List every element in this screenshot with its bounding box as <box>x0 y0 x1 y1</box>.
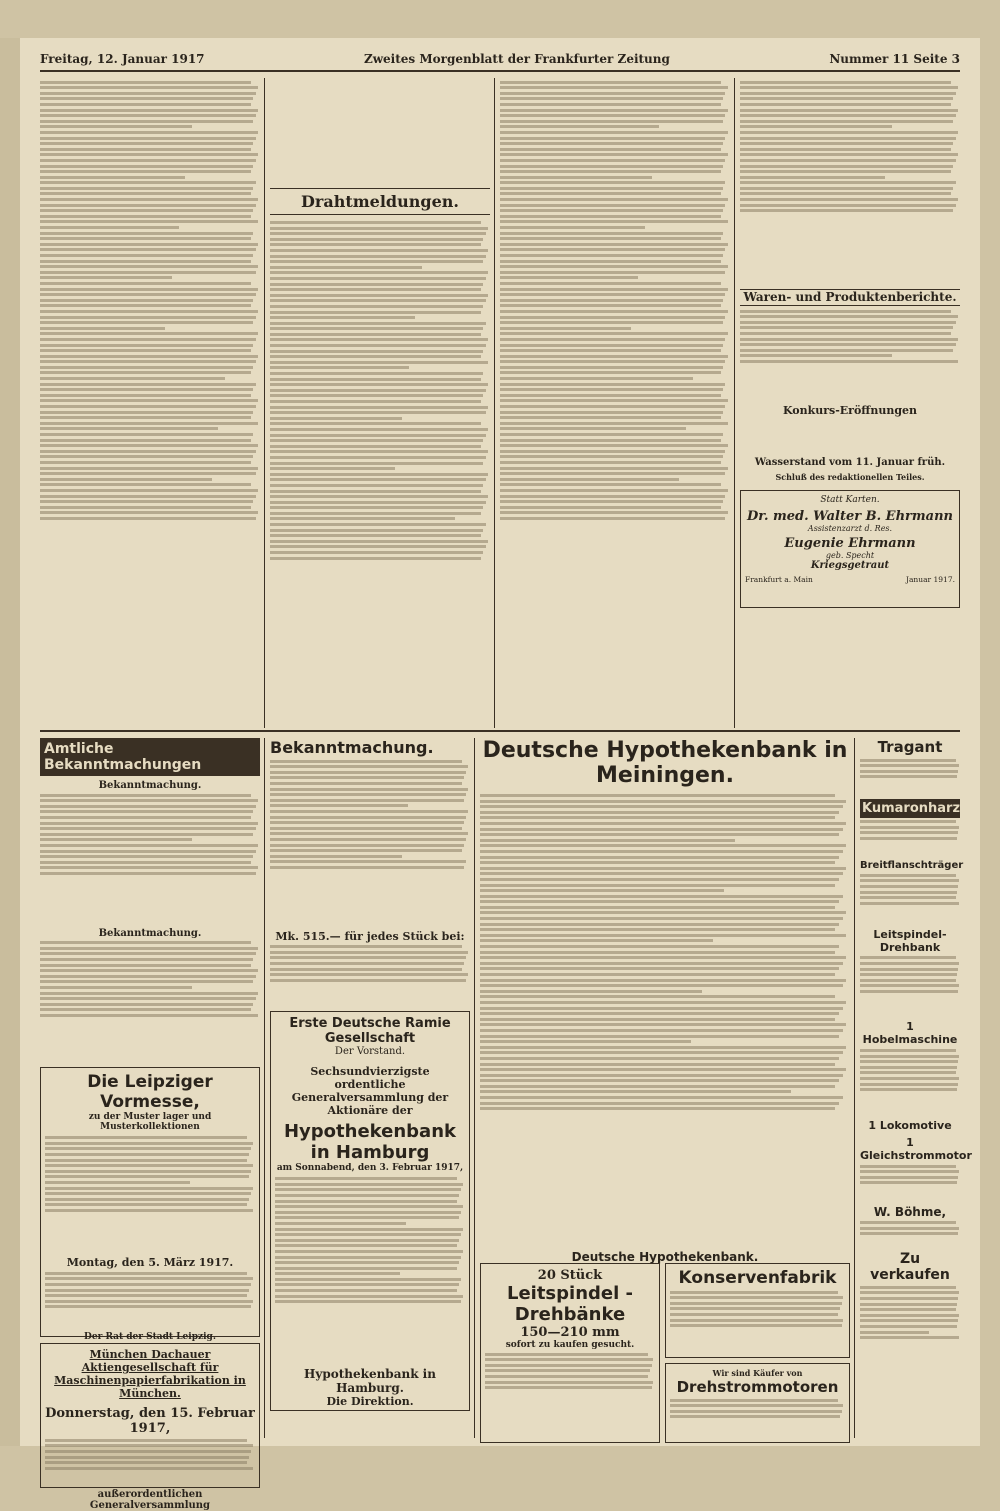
issue-date: Freitag, 12. Januar 1917 <box>40 52 205 66</box>
ad-date: Januar 1917. <box>905 574 955 584</box>
notice-title: Bekanntmachung. <box>98 780 202 791</box>
ad-text <box>860 820 960 860</box>
ad-title: München Dachauer Aktiengesellschaft für Maschinenpapierfabrikation in München. <box>54 1348 246 1401</box>
section-heading-konkurs: Konkurs-Eröffnungen <box>782 403 918 417</box>
ad-text <box>45 1272 255 1332</box>
ad-size: 150—210 mm <box>520 1325 620 1340</box>
notice-title-2: Bekanntmachung. <box>98 927 202 939</box>
official-notices-heading: Amtliche Bekanntmachungen <box>40 738 260 776</box>
ad-deutsche-hypothekenbank <box>480 738 850 1264</box>
ad-count: 20 Stück <box>537 1268 603 1283</box>
meeting-title: Sechsundvierzigste ordentliche Generalversammlung der Aktionäre der <box>291 1065 449 1118</box>
ad-title: Leitspindel - Drehbänke <box>506 1283 634 1325</box>
ad-place: Frankfurt a. Main <box>745 574 813 584</box>
ad-text <box>860 759 960 799</box>
ad-text <box>860 1165 960 1205</box>
ad-tragant: Tragant <box>877 738 943 756</box>
notice-subhead: Mk. 515.— für jedes Stück bei: <box>275 929 465 943</box>
ad-title: Die Leipziger Vormesse, <box>87 1072 213 1113</box>
ad-text <box>670 1399 845 1439</box>
notice-text <box>40 794 260 924</box>
ad-title: Konservenfabrik <box>678 1268 837 1288</box>
ad-text <box>45 1439 255 1489</box>
groom-title: Assistenzarzt d. Res. <box>807 523 893 533</box>
ad-footer: Deutsche Hypothekenbank. <box>480 1250 850 1264</box>
section-heading-waren: Waren- und Produktenberichte. <box>740 289 960 306</box>
ad-date: Montag, den 5. März 1917. <box>66 1256 234 1270</box>
bride-name: Eugenie Ehrmann <box>784 535 916 551</box>
ad-leitspindel: Leitspindel-Drehbank <box>873 927 947 954</box>
column-3 <box>500 78 730 728</box>
column-bekanntmachung <box>270 738 470 1438</box>
bride-maiden-name: geb. Specht <box>825 550 875 560</box>
ad-direktion: Die Direktion. <box>326 1395 414 1409</box>
ad-boehme: W. Böhme, <box>873 1204 947 1219</box>
notice-text <box>270 945 470 1005</box>
ad-text <box>45 1136 255 1256</box>
article-text <box>740 81 960 281</box>
column-1 <box>40 78 260 728</box>
groom-name: Dr. med. Walter B. Ehrmann <box>747 508 953 524</box>
ad-kumaronharz: Kumaronharz <box>862 800 961 816</box>
ad-subtitle: zu der Muster lager und Musterkollektionen <box>88 1112 212 1133</box>
edition-title: Zweites Morgenblatt der Frankfurter Zeitung <box>363 52 670 66</box>
column-4 <box>740 78 960 728</box>
article-text <box>270 221 490 560</box>
editorial-close: Schluß des redaktionellen Teiles. <box>775 471 925 482</box>
ad-header: Statt Karten. <box>820 494 880 505</box>
meeting-date: am Sonnabend, den 3. Februar 1917, <box>276 1163 464 1174</box>
agenda-text <box>275 1177 465 1367</box>
ad-muenchen-dachauer <box>40 1343 260 1511</box>
classified-ads-column <box>860 738 972 1438</box>
ad-hobelmaschine: 1 Hobelmaschine <box>862 1020 958 1047</box>
ad-signer: Der Rat der Stadt Leipzig. <box>84 1331 216 1342</box>
section-heading-drahtmeldungen: Drahtmeldungen. <box>270 188 490 215</box>
ad-leitspindel-drehbaenke <box>480 1263 660 1443</box>
masthead <box>40 48 960 72</box>
ad-text <box>485 1353 655 1413</box>
ad-lokomotive: 1 Lokomotive <box>868 1118 952 1132</box>
ad-zuverkaufen: Zu verkaufen <box>870 1251 950 1284</box>
ad-hypothekenbank-hamburg <box>270 1011 470 1411</box>
announcement-ehrmann <box>740 490 960 608</box>
ad-signer: Hypothekenbank in Hamburg. <box>304 1367 436 1396</box>
ad-text <box>860 1286 960 1376</box>
ad-text <box>860 956 960 1016</box>
ad-text <box>670 1291 845 1351</box>
section-heading-wasserstand: Wasserstand vom 11. Januar früh. <box>754 456 946 468</box>
ad-date: Donnerstag, den 15. Februar 1917, <box>45 1406 255 1437</box>
notice-text <box>270 760 470 930</box>
draw-results-text <box>480 794 850 1264</box>
ad-title: Erste Deutsche Ramie Gesellschaft <box>289 1016 451 1047</box>
bank-name: Hypothekenbank in Hamburg <box>283 1121 456 1164</box>
article-text <box>40 81 260 520</box>
ad-subtitle: Der Vorstand. <box>334 1046 406 1058</box>
ad-subtitle: sofort zu kaufen gesucht. <box>505 1340 635 1350</box>
ad-breitflansch: Breitflanschträger <box>860 860 964 872</box>
issue-number: Nummer 11 Seite 3 <box>829 52 960 66</box>
page-edge <box>0 38 20 1446</box>
official-notices-column <box>40 738 260 1511</box>
ad-text <box>860 1221 960 1251</box>
ad-leipziger-vormesse <box>40 1067 260 1342</box>
notice-text <box>40 941 260 1061</box>
ad-text <box>860 1049 960 1119</box>
column-2 <box>270 78 490 728</box>
ad-title: Drehstrommotoren <box>676 1378 839 1396</box>
article-text <box>740 310 960 400</box>
ad-konservenfabrik <box>665 1263 850 1358</box>
notice-title: Bekanntmachung. <box>270 738 434 757</box>
article-text <box>500 81 730 520</box>
ad-meeting: außerordentlichen Generalversammlung <box>89 1488 211 1511</box>
newspaper-page <box>20 38 980 1511</box>
married-label: Kriegsgetraut <box>810 559 890 571</box>
ad-drehstrommotoren <box>665 1363 850 1443</box>
ad-gleichstrommotor: 1 Gleichstrommotor <box>860 1135 972 1162</box>
ad-header: Wir sind Käufer von <box>712 1368 803 1378</box>
ad-title: Deutsche Hypothekenbank in Meiningen. <box>482 738 848 788</box>
ad-text <box>860 874 960 924</box>
